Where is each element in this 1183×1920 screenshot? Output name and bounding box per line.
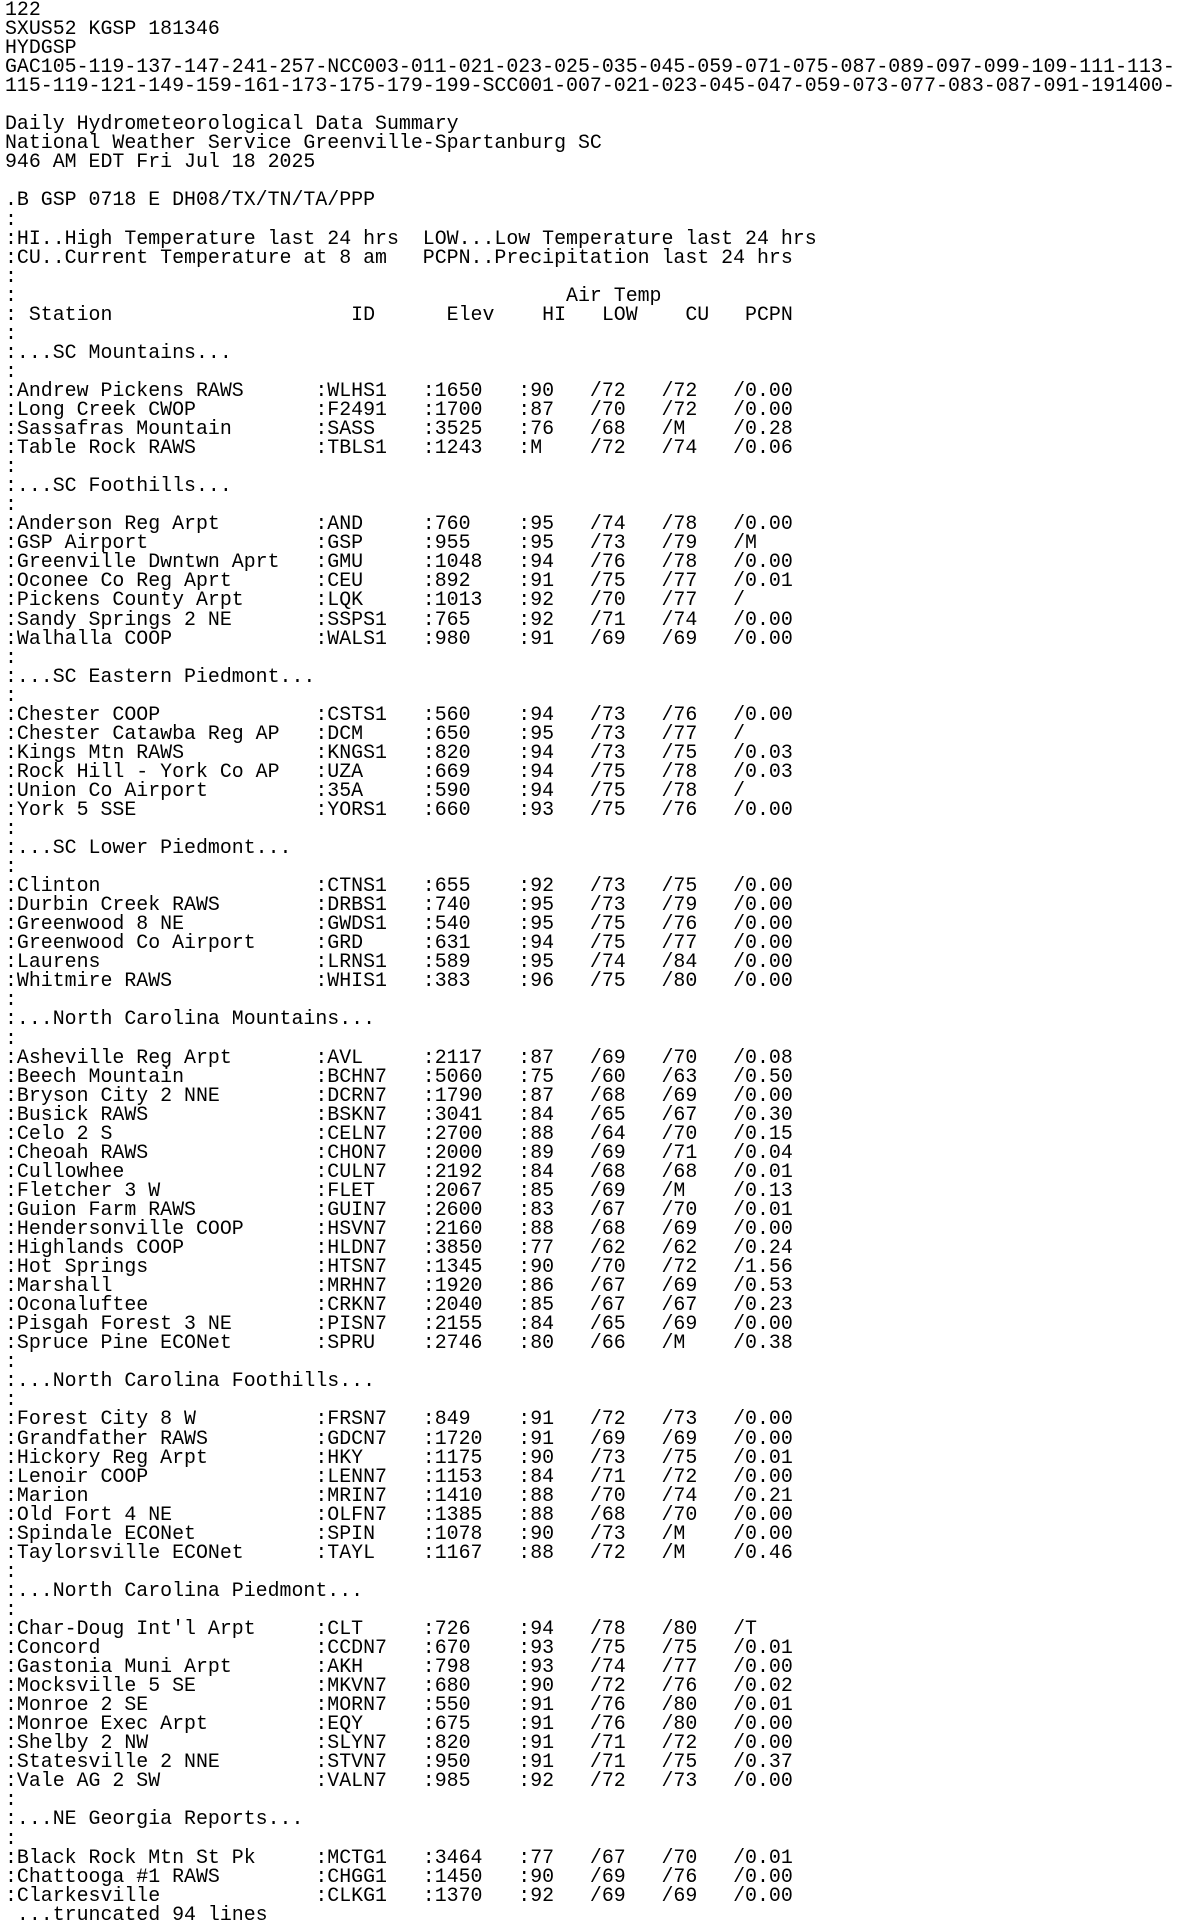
product-line: :Clarkesville :CLKG1 :1370 :92 /69 /69 /0.00 xyxy=(5,1883,793,1907)
product-line: :Statesville 2 NNE :STVN7 :950 :91 /71 /75 /0.37 xyxy=(5,1750,793,1774)
product-line: :Chester Catawba Reg AP :DCM :650 :95 /73 /77 / xyxy=(5,721,746,745)
product-line: : xyxy=(5,207,17,231)
product-line: :Hot Springs :HTSN7 :1345 :90 /70 /72 /1.56 xyxy=(5,1255,793,1279)
product-line: :Guion Farm RAWS :GUIN7 :2600 :83 /67 /70 /0.01 xyxy=(5,1197,793,1221)
product-line: :Lenoir COOP :LENN7 :1153 :84 /71 /72 /0.00 xyxy=(5,1464,793,1488)
product-line: :Greenwood 8 NE :GWDS1 :540 :95 /75 /76 /0.00 xyxy=(5,912,793,936)
product-line: : xyxy=(5,455,17,479)
product-line: :...North Carolina Piedmont... xyxy=(5,1578,364,1602)
product-line: :Cheoah RAWS :CHON7 :2000 :89 /69 /71 /0.04 xyxy=(5,1140,793,1164)
product-line: :CU..Current Temperature at 8 am PCPN..Precipitation last 24 hrs xyxy=(5,245,793,269)
product-line: :Monroe 2 SE :MORN7 :550 :91 /76 /80 /0.01 xyxy=(5,1693,793,1717)
product-line: :Greenville Dwntwn Aprt :GMU :1048 :94 /76 /78 /0.00 xyxy=(5,550,793,574)
product-line: :Spruce Pine ECONet :SPRU :2746 :80 /66 /M /0.38 xyxy=(5,1331,793,1355)
product-line: :Forest City 8 W :FRSN7 :849 :91 /72 /73 /0.00 xyxy=(5,1407,793,1431)
product-line: :...North Carolina Foothills... xyxy=(5,1369,376,1393)
product-line: :Old Fort 4 NE :OLFN7 :1385 :88 /68 /70 /0.00 xyxy=(5,1502,793,1526)
product-line: :...SC Lower Piedmont... xyxy=(5,836,292,860)
product-line: :Char-Doug Int'l Arpt :CLT :726 :94 /78 /80 /T xyxy=(5,1616,757,1640)
product-line: GAC105-119-137-147-241-257-NCC003-011-021-023-025-035-045-059-071-075-087-089-097-099-109-111-113- xyxy=(5,55,1175,79)
product-line: :Pickens County Arpt :LQK :1013 :92 /70 /77 / xyxy=(5,588,746,612)
product-line: : xyxy=(5,493,17,517)
product-line: : xyxy=(5,1350,17,1374)
product-line: :Hickory Reg Arpt :HKY :1175 :90 /73 /75 /0.01 xyxy=(5,1445,793,1469)
product-line: :Oconee Co Reg Aprt :CEU :892 :91 /75 /77 /0.01 xyxy=(5,569,793,593)
product-line: National Weather Service Greenville-Spartanburg SC xyxy=(5,131,602,155)
product-line: : xyxy=(5,359,17,383)
product-line: :Long Creek CWOP :F2491 :1700 :87 /70 /72 /0.00 xyxy=(5,397,793,421)
product-line: : xyxy=(5,683,17,707)
product-line: :Celo 2 S :CELN7 :2700 :88 /64 /70 /0.15 xyxy=(5,1121,793,1145)
product-line: :Pisgah Forest 3 NE :PISN7 :2155 :84 /65 /69 /0.00 xyxy=(5,1312,793,1336)
product-line: : Station ID Elev HI LOW CU PCPN xyxy=(5,302,793,326)
product-line: :Beech Mountain :BCHN7 :5060 :75 /60 /63 /0.50 xyxy=(5,1064,793,1088)
product-line: :Rock Hill - York Co AP :UZA :669 :94 /75 /78 /0.03 xyxy=(5,759,793,783)
product-line: :Marion :MRIN7 :1410 :88 /70 /74 /0.21 xyxy=(5,1483,793,1507)
product-line: :Oconaluftee :CRKN7 :2040 :85 /67 /67 /0.23 xyxy=(5,1293,793,1317)
product-line: :Asheville Reg Arpt :AVL :2117 :87 /69 /70 /0.08 xyxy=(5,1045,793,1069)
product-line: :Chattooga #1 RAWS :CHGG1 :1450 :90 /69 /76 /0.00 xyxy=(5,1864,793,1888)
product-line: :Walhalla COOP :WALS1 :980 :91 /69 /69 /0.00 xyxy=(5,626,793,650)
product-line: :Andrew Pickens RAWS :WLHS1 :1650 :90 /72 /72 /0.00 xyxy=(5,378,793,402)
product-line: :Vale AG 2 SW :VALN7 :985 :92 /72 /73 /0.00 xyxy=(5,1769,793,1793)
product-line: .B GSP 0718 E DH08/TX/TN/TA/PPP xyxy=(5,188,376,212)
product-line: : xyxy=(5,1788,17,1812)
product-line: :Sandy Springs 2 NE :SSPS1 :765 :92 /71 /74 /0.00 xyxy=(5,607,793,631)
product-line: :Anderson Reg Arpt :AND :760 :95 /74 /78 /0.00 xyxy=(5,512,793,536)
product-line: :...SC Foothills... xyxy=(5,474,232,498)
product-line: :...SC Eastern Piedmont... xyxy=(5,664,316,688)
product-line: :Black Rock Mtn St Pk :MCTG1 :3464 :77 /67 /70 /0.01 xyxy=(5,1845,793,1869)
product-line: :Union Co Airport :35A :590 :94 /75 /78 / xyxy=(5,778,746,802)
product-line: :Fletcher 3 W :FLET :2067 :85 /69 /M /0.13 xyxy=(5,1178,793,1202)
product-line: 122 xyxy=(5,0,41,21)
product-line: : xyxy=(5,1026,17,1050)
product-line: :Kings Mtn RAWS :KNGS1 :820 :94 /73 /75 /0.03 xyxy=(5,740,793,764)
product-line: :Whitmire RAWS :WHIS1 :383 :96 /75 /80 /0.00 xyxy=(5,969,793,993)
product-line: :...NE Georgia Reports... xyxy=(5,1807,304,1831)
product-line: :Mocksville 5 SE :MKVN7 :680 :90 /72 /76 /0.02 xyxy=(5,1674,793,1698)
product-line: :Gastonia Muni Arpt :AKH :798 :93 /74 /77 /0.00 xyxy=(5,1655,793,1679)
product-line: :Taylorsville ECONet :TAYL :1167 :88 /72 /M /0.46 xyxy=(5,1540,793,1564)
product-line: :Chester COOP :CSTS1 :560 :94 /73 /76 /0.00 xyxy=(5,702,793,726)
product-line: :Grandfather RAWS :GDCN7 :1720 :91 /69 /69 /0.00 xyxy=(5,1426,793,1450)
product-line: : xyxy=(5,1388,17,1412)
product-line: : Air Temp xyxy=(5,283,662,307)
product-line: ...truncated 94 lines xyxy=(16,1902,268,1920)
product-line: :Cullowhee :CULN7 :2192 :84 /68 /68 /0.01 xyxy=(5,1159,793,1183)
product-line: : xyxy=(5,1826,17,1850)
product-line: :...North Carolina Mountains... xyxy=(5,1007,376,1031)
product-line: HYDGSP xyxy=(5,36,77,60)
product-line: :Bryson City 2 NNE :DCRN7 :1790 :87 /68 /69 /0.00 xyxy=(5,1083,793,1107)
product-line: :Greenwood Co Airport :GRD :631 :94 /75 /77 /0.00 xyxy=(5,931,793,955)
product-line: :...SC Mountains... xyxy=(5,340,232,364)
product-line: :Spindale ECONet :SPIN :1078 :90 /73 /M /0.00 xyxy=(5,1521,793,1545)
product-line: : xyxy=(5,988,17,1012)
product-line: : xyxy=(5,1559,17,1583)
product-line: :Marshall :MRHN7 :1920 :86 /67 /69 /0.53 xyxy=(5,1274,793,1298)
product-line: :Concord :CCDN7 :670 :93 /75 /75 /0.01 xyxy=(5,1636,793,1660)
product-line: : xyxy=(5,855,17,879)
product-line: :Hendersonville COOP :HSVN7 :2160 :88 /68 /69 /0.00 xyxy=(5,1217,793,1240)
product-line: :York 5 SSE :YORS1 :660 :93 /75 /76 /0.00 xyxy=(5,797,793,821)
product-line: :GSP Airport :GSP :955 :95 /73 /79 /M xyxy=(5,531,757,555)
product-line: :Laurens :LRNS1 :589 :95 /74 /84 /0.00 xyxy=(5,950,793,974)
product-line: : xyxy=(5,645,17,669)
product-line: :Highlands COOP :HLDN7 :3850 :77 /62 /62 /0.24 xyxy=(5,1236,793,1260)
product-line: :Busick RAWS :BSKN7 :3041 :84 /65 /67 /0.30 xyxy=(5,1102,793,1126)
product-line: 946 AM EDT Fri Jul 18 2025 xyxy=(5,150,316,174)
product-line: 115-119-121-149-159-161-173-175-179-199-SCC001-007-021-023-045-047-059-073-077-083-087-091-191400- xyxy=(5,74,1175,98)
product-line: : xyxy=(5,1597,17,1621)
product-line: :Durbin Creek RAWS :DRBS1 :740 :95 /73 /79 /0.00 xyxy=(5,893,793,917)
product-line: :Clinton :CTNS1 :655 :92 /73 /75 /0.00 xyxy=(5,874,793,898)
product-line: :Monroe Exec Arpt :EQY :675 :91 /76 /80 /0.00 xyxy=(5,1712,793,1736)
product-line: Daily Hydrometeorological Data Summary xyxy=(5,112,459,136)
product-line: : xyxy=(5,321,17,345)
product-line: :Shelby 2 NW :SLYN7 :820 :91 /71 /72 /0.00 xyxy=(5,1731,793,1755)
product-line: SXUS52 KGSP 181346 xyxy=(5,17,220,41)
product-line: :Sassafras Mountain :SASS :3525 :76 /68 /M /0.28 xyxy=(5,417,793,441)
product-line: : xyxy=(5,264,17,288)
product-line: : xyxy=(5,817,17,841)
product-line: :HI..High Temperature last 24 hrs LOW...Low Temperature last 24 hrs xyxy=(5,226,817,250)
product-line: :Table Rock RAWS :TBLS1 :1243 :M /72 /74 /0.06 xyxy=(5,436,793,460)
